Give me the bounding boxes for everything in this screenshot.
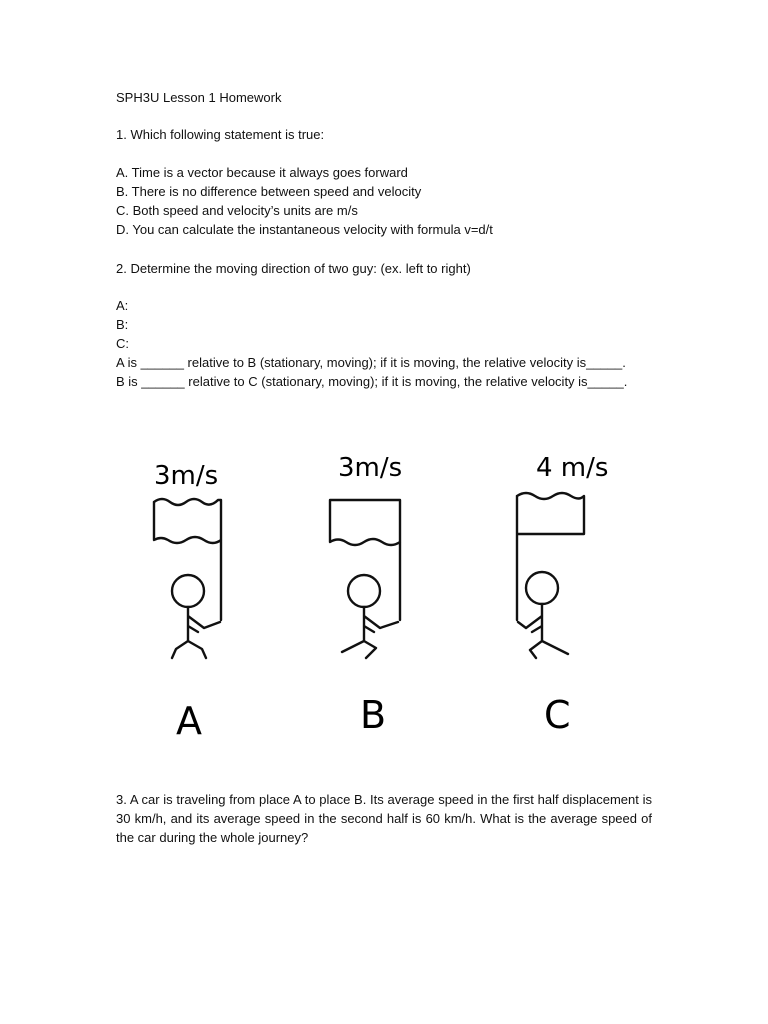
- question-2-relative-bc: B is ______ relative to C (stationary, moving); if it is moving, the relative velocity is_____.: [116, 374, 628, 389]
- body-a: [172, 607, 220, 658]
- question-2-blank-c: C:: [116, 336, 129, 351]
- figure-b: [330, 453, 402, 737]
- flag-b: [330, 500, 400, 620]
- body-c: [518, 604, 568, 658]
- figure-letter-b: B: [360, 693, 387, 737]
- stick-figures-diagram: [116, 436, 650, 744]
- figure-letter-a: A: [176, 699, 202, 743]
- question-3-text: 3. A car is traveling from place A to place B. Its average speed in the first half displacement is 30 km/h, and its average speed in the second half is 60 km/h. What is the average speed of the car during the whole journey?: [116, 792, 652, 845]
- question-1-option-d: D. You can calculate the instantaneous velocity with formula v=d/t: [116, 222, 493, 237]
- figure-c: [517, 453, 608, 737]
- question-2-stem: 2. Determine the moving direction of two guy: (ex. left to right): [116, 261, 471, 276]
- question-1-stem: 1. Which following statement is true:: [116, 127, 325, 142]
- head-c: [526, 572, 558, 604]
- speed-label-b: 3m/s: [338, 453, 403, 483]
- question-1-option-a: A. Time is a vector because it always goes forward: [116, 165, 408, 180]
- body-b: [342, 607, 398, 658]
- question-2-blank-b: B:: [116, 317, 129, 332]
- question-1-option-b: B. There is no difference between speed and velocity: [116, 184, 422, 199]
- speed-label-a: 3m/s: [154, 461, 219, 491]
- page-title: SPH3U Lesson 1 Homework: [116, 90, 282, 105]
- question-2-blank-a: A:: [116, 298, 129, 313]
- question-2-relative-ab: A is ______ relative to B (stationary, moving); if it is moving, the relative velocity is_____.: [116, 355, 626, 370]
- question-1-option-c: C. Both speed and velocity’s units are m/s: [116, 203, 358, 218]
- figure-letter-c: C: [544, 693, 571, 737]
- head-b: [348, 575, 380, 607]
- figure-a: [154, 461, 221, 743]
- speed-label-c: 4 m/s: [536, 453, 609, 483]
- flag-a: [154, 499, 221, 620]
- head-a: [172, 575, 204, 607]
